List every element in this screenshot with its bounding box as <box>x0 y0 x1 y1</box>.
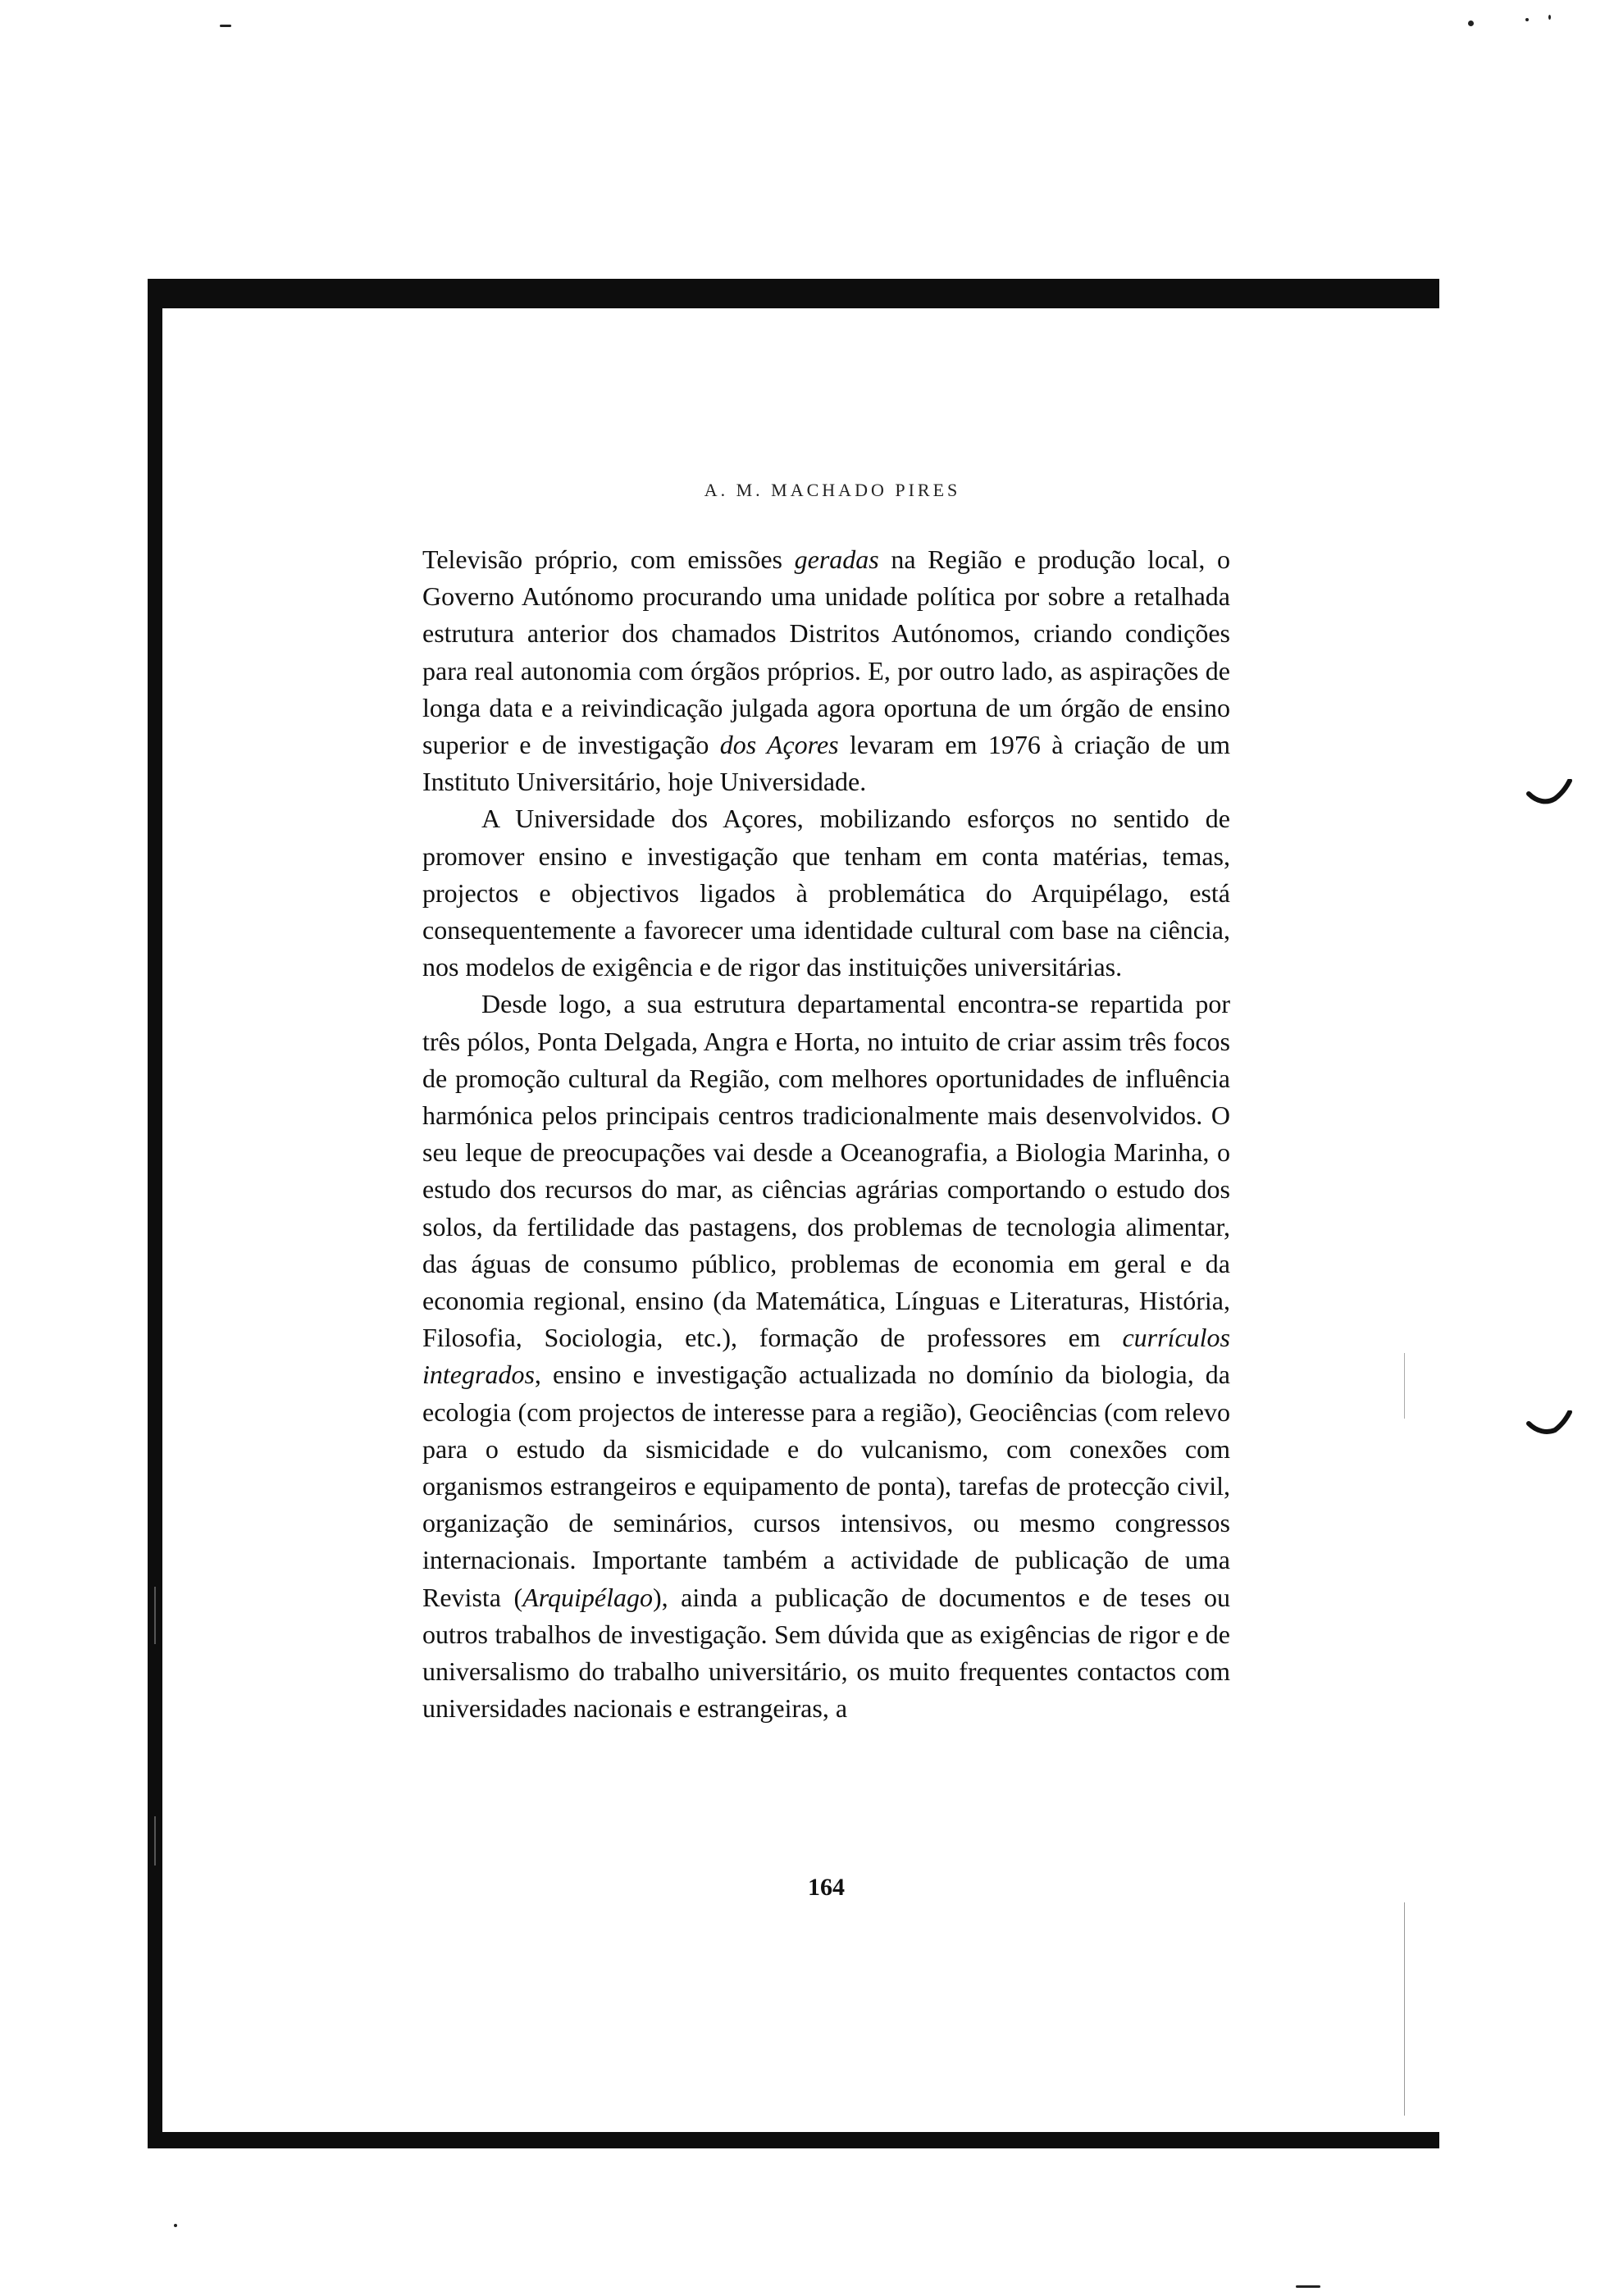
scan-border-left <box>148 279 162 2148</box>
scan-speck <box>174 2224 177 2227</box>
body-text <box>422 541 1230 1728</box>
running-head: A. M. MACHADO PIRES <box>704 480 961 500</box>
checkmark-icon <box>1525 779 1575 812</box>
scan-mark-line <box>154 1587 156 1644</box>
page-number: 164 <box>808 1874 845 1901</box>
scan-mark-line <box>154 1816 156 1866</box>
scan-speck <box>1548 15 1551 20</box>
scan-speck <box>1296 2285 1320 2288</box>
checkmark-icon <box>1525 1410 1575 1443</box>
scan-border-top <box>148 279 1439 308</box>
scan-speck <box>220 25 231 27</box>
paragraph-1: Televisão próprio, com emissões geradas na Região e produção local, o Governo Autónomo procurando uma unidade política por sobre a retalhada estrutura anterior dos chamados Distritos Autónomos, criando condições para real autonomia com órgãos próprios. E, por outro lado, as aspirações de longa data e a reivindicação julgada agora oportuna de um órgão de ensino superior e de investigação dos Açores levaram em 1976 à criação de um Instituto Universitário, hoje Universidade. <box>422 544 1231 797</box>
scan-speck <box>1525 18 1529 21</box>
scan-border-bottom <box>148 2132 1439 2148</box>
scan-speck <box>1468 20 1474 26</box>
scan-mark-line <box>1404 1902 1405 2116</box>
paragraph-3: Desde logo, a sua estrutura departamental encontra-se repartida por três pólos, Ponta Delgada, Angra e Horta, no intuito de criar assim três focos de promoção cultural da Região, com melhores oportunidades de influência harmónica pelos principais centros tradicionalmente mais desenvolvidos. O seu leque de preocupações vai desde a Oceanografia, a Biologia Marinha, o estudo dos recursos do mar, as ciências agrárias comportando o estudo dos solos, da fertilidade das pastagens, dos problemas de tecnologia alimentar, das águas de consumo público, problemas de economia em geral e da economia regional, ensino (da Matemática, Línguas e Literaturas, História, Filosofia, Sociologia, etc.), formação de professores em currículos integrados, ensino e investigação actualizada no domínio da biologia, da ecologia (com projectos de interesse para a região), Geociências (com relevo para o estudo da sismicidade e do vulcanismo, com conexões com organismos estrangeiros e equipamento de ponta), tarefas de protecção civil, organização de seminários, cursos intensivos, ou mesmo congressos internacionais. Importante também a actividade de publicação de uma Revista (Arquipélago), ainda a publicação de documentos e de teses ou outros trabalhos de investigação. Sem dúvida que as exigências de rigor e de universalismo do trabalho universitário, os muito frequentes contactos com universidades nacionais e estrangeiras, a <box>422 989 1231 1724</box>
scan-mark-line <box>1404 1353 1405 1419</box>
paragraph-2: A Universidade dos Açores, mobilizando esforços no sentido de promover ensino e investigação que tenham em conta matérias, temas, projectos e objectivos ligados à problemática do Arquipélago, está consequentemente a favorecer uma identidade cultural com base na ciência, nos modelos de exigência e de rigor das instituições universitárias. <box>422 804 1230 982</box>
